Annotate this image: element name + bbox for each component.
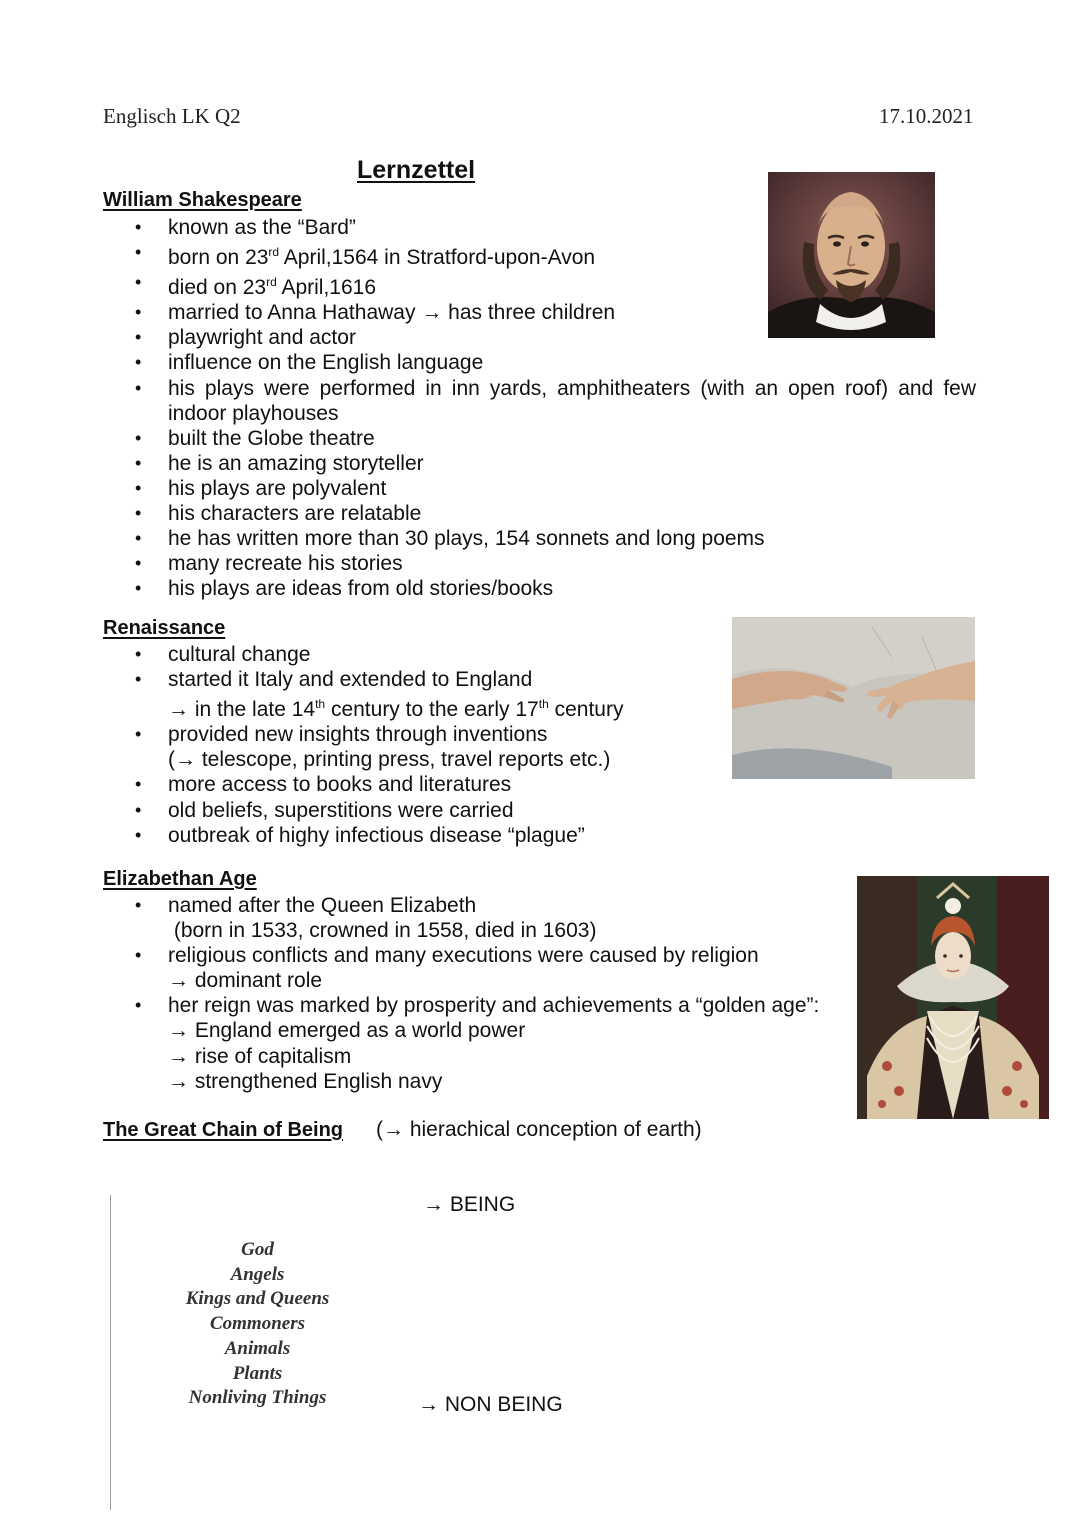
list-item: • he is an amazing storyteller [168, 451, 976, 476]
chain-level: Nonliving Things [188, 1387, 327, 1409]
course-label: Englisch LK Q2 [103, 104, 241, 128]
margin-line [110, 1195, 111, 1510]
list-item: → strengthened English navy [168, 1069, 443, 1093]
list-item: • influence on the English language [168, 350, 976, 375]
list-item: • cultural change [168, 642, 728, 667]
list-item: • built the Globe theatre [168, 426, 976, 451]
queen-elizabeth-portrait-icon [857, 876, 1049, 1119]
list-item: → in the late 14th century to the early 17th century [168, 697, 624, 722]
list-item: • he has written more than 30 plays, 154 sonnets and long poems [168, 526, 976, 551]
list-item: • died on 23rd April,1616 [168, 270, 976, 300]
list-item: → dominant role [168, 969, 323, 993]
list-item: • outbreak of highy infectious disease “plague” [168, 823, 728, 848]
list-item: • known as the “Bard” [168, 215, 976, 240]
list-item: • religious conflicts and many executions were caused by religion [168, 943, 848, 968]
elizabethan-heading: Elizabethan Age [103, 868, 257, 890]
chain-note: (→ hierachical conception of earth) [376, 1118, 702, 1141]
list-item: • many recreate his stories [168, 551, 976, 576]
chain-levels [150, 1238, 365, 1411]
renaissance-list [168, 642, 728, 848]
list-item: • provided new insights through inventions [168, 722, 728, 747]
date-label: 17.10.2021 [879, 104, 974, 128]
chain-level: Commoners [209, 1313, 306, 1335]
chain-level: Plants [232, 1362, 283, 1384]
list-item: • more access to books and literatures [168, 772, 728, 797]
list-item: • named after the Queen Elizabeth [168, 893, 848, 918]
list-item: (→ telescope, printing press, travel reports etc.) [168, 748, 611, 772]
shakespeare-portrait-icon [768, 172, 935, 338]
chain-level: God [241, 1239, 274, 1260]
being-label: → BEING [423, 1193, 516, 1216]
list-item: → rise of capitalism [168, 1044, 352, 1068]
chain-level: Animals [224, 1337, 291, 1359]
list-item: • his plays are polyvalent [168, 476, 976, 501]
list-item: → England emerged as a world power [168, 1019, 526, 1043]
list-item: (born in 1533, crowned in 1558, died in 1603) [168, 919, 597, 943]
shakespeare-heading: William Shakespeare [103, 189, 302, 211]
list-item: • married to Anna Hathaway → has three children [168, 300, 976, 325]
list-item: • his plays were performed in inn yards, amphitheaters (with an open roof) and few indoor playhouses [168, 376, 976, 426]
page-title: Lernzettel [357, 156, 476, 184]
chain-level: Angels [230, 1263, 285, 1285]
list-item: • his plays are ideas from old stories/books [168, 576, 976, 601]
chain-heading: The Great Chain of Being [103, 1119, 344, 1141]
list-item: • her reign was marked by prosperity and achievements a “golden age”: [168, 993, 848, 1018]
list-item: • his characters are relatable [168, 501, 976, 526]
elizabethan-list [168, 893, 848, 1094]
list-item: • born on 23rd April,1564 in Stratford-upon-Avon [168, 240, 976, 270]
creation-of-adam-icon [732, 617, 975, 779]
list-item: • playwright and actor [168, 325, 976, 350]
chain-level: Kings and Queens [185, 1288, 330, 1310]
renaissance-heading: Renaissance [103, 617, 226, 639]
list-item: • started it Italy and extended to England [168, 667, 728, 692]
non-being-label: → NON BEING [418, 1393, 563, 1416]
list-item: • old beliefs, superstitions were carried [168, 798, 728, 823]
